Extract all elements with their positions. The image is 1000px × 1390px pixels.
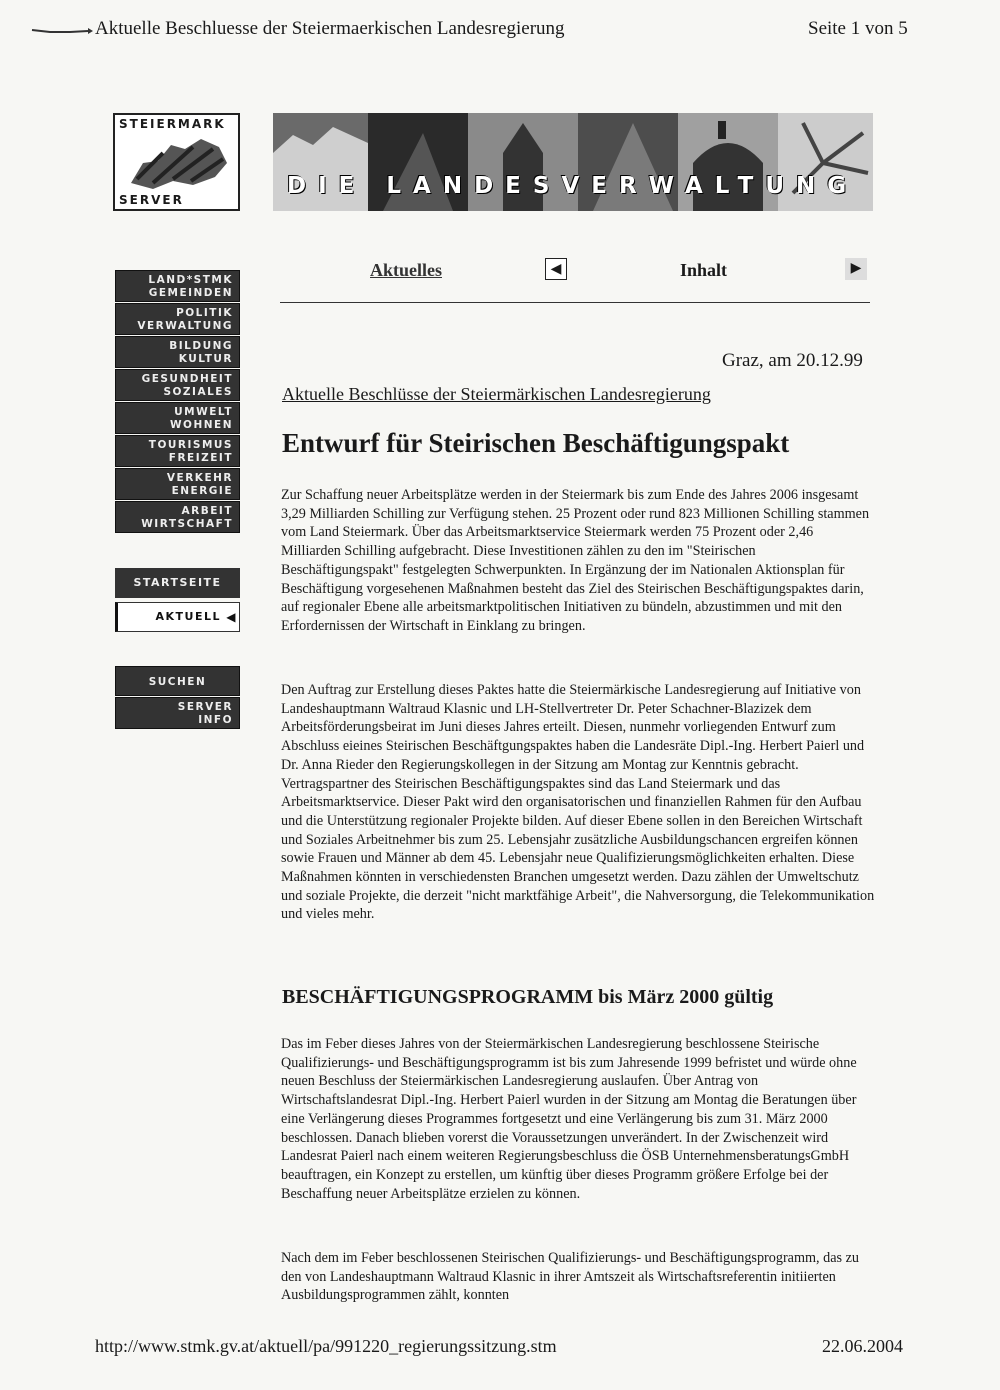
- aktuell-button[interactable]: [115, 602, 240, 632]
- sidebar-tools: [115, 666, 240, 730]
- section-headline: BESCHÄFTIGUNGSPROGRAMM bis März 2000 gültig: [282, 986, 774, 1008]
- aktuelles-link[interactable]: Aktuelles: [370, 260, 442, 280]
- steiermark-map-icon: [123, 133, 233, 195]
- sidebar-item-gesundheit-soziales[interactable]: GESUNDHEIT SOZIALES: [115, 369, 240, 401]
- suchen-button[interactable]: SUCHEN: [115, 666, 240, 696]
- banner-title: DIE LANDESVERWALTUNG: [287, 173, 859, 199]
- sidebar-item-land-gemeinden[interactable]: LAND*STMK GEMEINDEN: [115, 270, 240, 302]
- page-title: Aktuelle Beschluesse der Steiermaerkischen Landesregierung: [95, 18, 565, 39]
- article-date: Graz, am 20.12.99: [722, 350, 863, 371]
- left-arrow-icon[interactable]: ◀: [545, 258, 567, 280]
- sidebar-item-umwelt-wohnen[interactable]: UMWELT WOHNEN: [115, 402, 240, 434]
- serverinfo-button[interactable]: SERVER INFO: [115, 697, 240, 729]
- logo-bottom-text: SERVER: [119, 193, 184, 207]
- left-arrow-icon: ◀: [226, 610, 237, 624]
- page-url: http://www.stmk.gv.at/aktuell/pa/991220_regierungssitzung.stm: [95, 1336, 557, 1356]
- sidebar-item-verkehr-energie[interactable]: VERKEHR ENERGIE: [115, 468, 240, 500]
- divider: [280, 302, 870, 303]
- article-paragraph: Nach dem im Feber beschlossenen Steirischen Qualifizierungs- und Beschäftigungsprogramm, das zu den von Landeshauptmann Waltraud Klasnic in ihrer Amtszeit als Wirtschaftsreferentin initiierten Ausbildungsprogrammen zählt, konnten: [281, 1250, 859, 1304]
- article-paragraph: Das im Feber dieses Jahres von der Steiermärkischen Landesregierung beschlossene Steirische Qualifizierungs- und Beschäftigungsprogramm ist bis zum Jahresende 1999 befristet und würde ohne neuen Beschluss der Steiermärkischen Landesregierung auslaufen. Über Antrag von Wirtschaftslandesrat Dipl.-Ing. Herbert Paierl wurden in der Sitzung am Montag die Beratungen über eine Verlängerung dieses Programmes fortgesetzt und eine Verlängerung bis zum 31. März 2000 beschlossen. Danach blieben vorerst die Voraussetzungen unverändert. In der Zwischenzeit wird Landesrat Paierl nach einem weiteren Regierungsbeschluss die ÖSB UnternehmensberatungsGmbH beauftragen, ein Konzept zu erstellen, um künftig über dieses Programm größere Erfolge bei der Beschaffung neuer Arbeitsplätze erzielen zu können.: [281, 1036, 857, 1202]
- beschluesse-link[interactable]: Aktuelle Beschlüsse der Steiermärkischen Landesregierung: [282, 384, 711, 404]
- sidebar-item-tourismus-freizeit[interactable]: TOURISMUS FREIZEIT: [115, 435, 240, 467]
- page-counter: Seite 1 von 5: [808, 18, 908, 39]
- sidebar-item-bildung-kultur[interactable]: BILDUNG KULTUR: [115, 336, 240, 368]
- logo-top-text: STEIERMARK: [119, 117, 226, 131]
- aktuell-label: AKTUELL: [155, 610, 221, 623]
- article-paragraph: Zur Schaffung neuer Arbeitsplätze werden in der Steiermark bis zum Ende des Jahres 2006 insgesamt 3,29 Milliarden Schilling zur Verfügung stehen. 25 Prozent oder rund 823 Millionen Schilling stammen vom Land Steiermark. Über das Arbeitsmarktservice Steiermark werden 75 Prozent oder 2,46 Milliarden Schilling aufgebracht. Diese Investitionen zählen zu den im "Steirischen Beschäftigungspakt" festgelegten Schwerpunkten. In Ergänzung der im Nationalen Aktionsplan für Beschäftigung vorgesehenen Maßnahmen besteht das Ziel des Steirischen Beschäftigungspaktes darin, auf regionaler Ebene alle arbeitsmarktpolitischen Initiativen zu bündeln, abzustimmen und mit den Erfordernissen der Wirtschaft in Einklang zu bringen.: [281, 487, 870, 634]
- sidebar-secondary: [115, 568, 240, 632]
- steiermark-server-logo[interactable]: [113, 113, 240, 211]
- landesverwaltung-banner: [273, 113, 873, 211]
- article-paragraph: Den Auftrag zur Erstellung dieses Paktes hatte die Steiermärkische Landesregierung auf Initiative von Landeshauptmann Waltraud Klasnic und LH-Stellvertreter Dr. Peter Schachner-Blazizek dem Arbeitsförderungsbeirat im Juni dieses Jahres erteilt. Diesen, nunmehr vorliegenden Entwurf zum Abschluss eieines Steirischen Beschäftgungspaktes haben die Landesräte Dipl.-Ing. Herbert Paierl und Dr. Anna Rieder den Regierungskollegen in der Sitzung am Montag zur Kenntnis gebracht. Vertragspartner des Steirischen Beschäftigungspaktes sind das Land Steiermark und das Arbeitsmarktservice. Dieser Pakt wird den organisatorischen und finanziellen Rahmen für den Aufbau und die Unterstützung regionaler Projekte bilden. Auf dieser Ebene sollen in den Bereichen Wirtschaft und Soziales Arbeitnehmer bis zum 25. Lebensjahr zusätzliche Ausbildungschancen ergreifen können sowie Frauen und Männer ab dem 45. Lebensjahr neue Qualifizierungsmöglichkeiten erhalten. Diese Maßnahmen könnten in verschiedensten Branchen umgesetzt werden. Dazu zählen der Umweltschutz und soziale Projekte, die derzeit "nicht marktfähige Arbeit", die Nahversorgung, die Telekommunikation und vieles mehr.: [281, 682, 875, 923]
- inhalt-link[interactable]: Inhalt: [680, 260, 728, 280]
- startseite-button[interactable]: STARTSEITE: [115, 568, 240, 598]
- print-date: 22.06.2004: [822, 1336, 903, 1356]
- right-arrow-icon[interactable]: ▶: [845, 258, 867, 280]
- article-headline: Entwurf für Steirischen Beschäftigungspakt: [282, 428, 790, 458]
- sidebar-menu: [115, 270, 240, 534]
- sidebar-item-politik-verwaltung[interactable]: POLITIK VERWALTUNG: [115, 303, 240, 335]
- scribble-mark: [30, 22, 95, 36]
- sidebar-item-arbeit-wirtschaft[interactable]: ARBEIT WIRTSCHAFT: [115, 501, 240, 533]
